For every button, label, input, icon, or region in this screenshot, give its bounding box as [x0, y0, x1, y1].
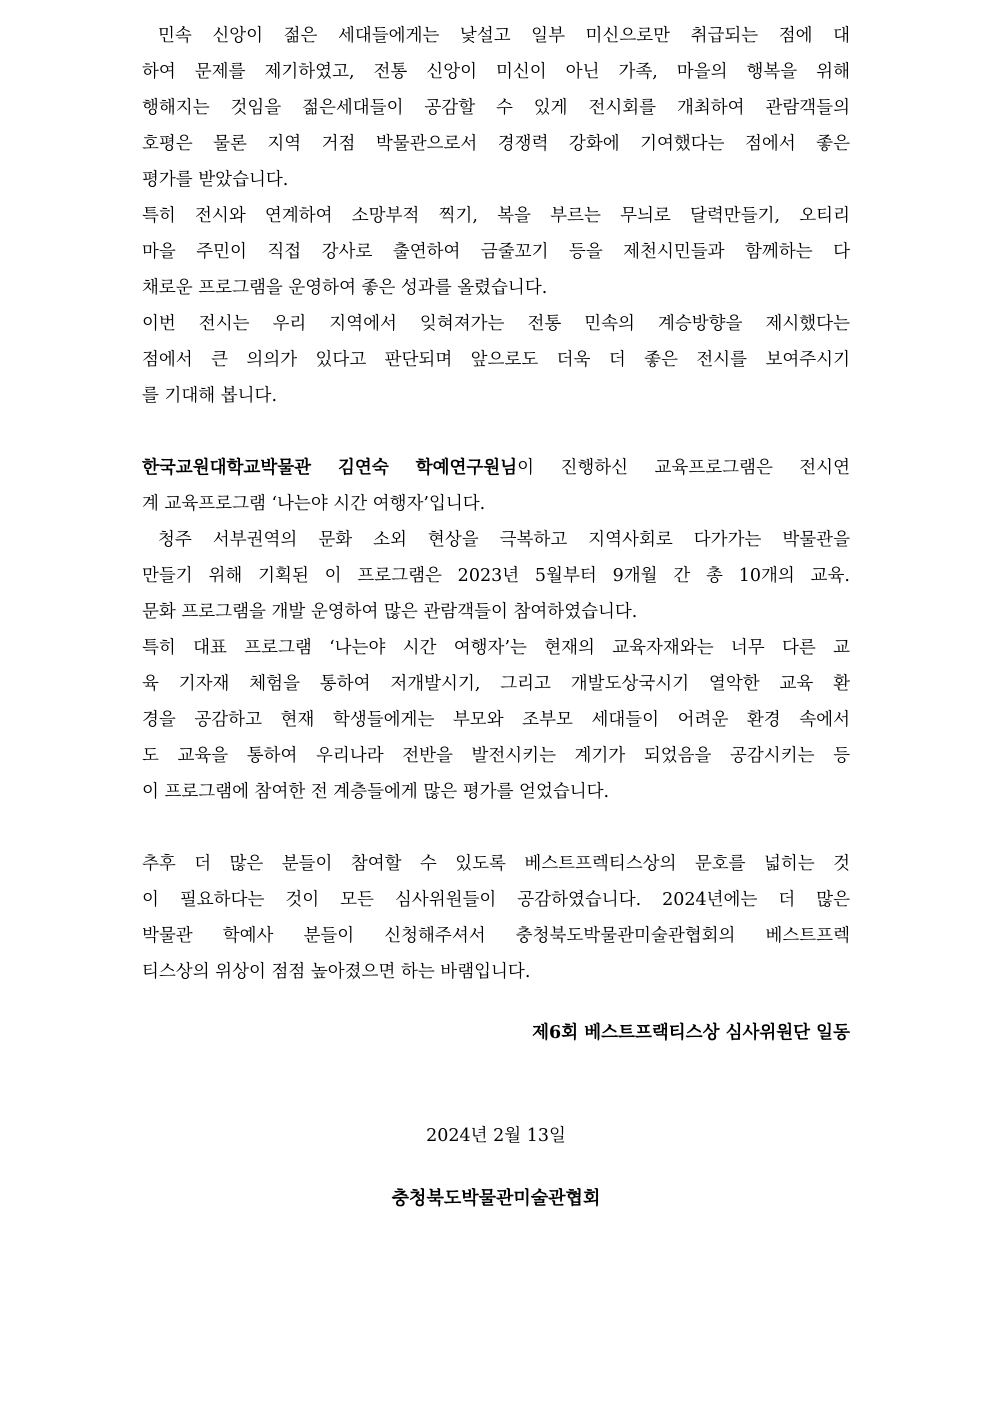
text-line	[142, 450, 850, 486]
text-line: 행해지는 것임을 젊은세대들이 공감할 수 있게 전시회를 개최하여 관람객들의	[142, 98, 850, 118]
text-line: 문화 프로그램을 개발 운영하여 많은 관람객들이 참여하였습니다.	[142, 602, 638, 622]
text-line: 마을 주민이 직접 강사로 출연하여 금줄꼬기 등을 제천시민들과 함께하는 다	[142, 242, 850, 262]
text-line: 도 교육을 통하여 우리나라 전반을 발전시키는 계기가 되었음을 공감시키는 등	[142, 746, 850, 766]
document-body	[142, 18, 850, 990]
text-line: 점에서 큰 의의가 있다고 판단되며 앞으로도 더욱 더 좋은 전시를 보여주시기	[142, 350, 850, 370]
text-line: 특히 대표 프로그램 ‘나는야 시간 여행자’는 현재의 교육자재와는 너무 다른 교	[142, 638, 850, 658]
text-line: 하여 문제를 제기하였고, 전통 신앙이 미신이 아닌 가족, 마을의 행복을 위해	[142, 62, 850, 82]
paragraph-spacer	[142, 414, 850, 450]
text-line: 특히 전시와 연계하여 소망부적 찍기, 복을 부르는 무늬로 달력만들기, 오티리	[142, 206, 850, 226]
text-line: 청주 서부권역의 문화 소외 현상을 극복하고 지역사회로 다가가는 박물관을	[158, 530, 850, 550]
text-line: 평가를 받았습니다.	[142, 170, 289, 190]
document-date: 2024년 2월 13일	[426, 1126, 566, 1146]
paragraph-spacer	[142, 810, 850, 846]
text-line: 민속 신앙이 젊은 세대들에게는 낯설고 일부 미신으로만 취급되는 점에 대	[158, 26, 850, 46]
paragraph-exhibition-review	[142, 18, 850, 414]
committee-signature: 제6회 베스트프랙티스상 심사위원단 일동	[532, 1023, 850, 1043]
text-line: 박물관 학예사 분들이 신청해주셔서 충청북도박물관미술관협회의 베스트프렉	[142, 926, 850, 946]
awardee-name: 한국교원대학교박물관 김연숙 학예연구원님	[142, 458, 518, 478]
intro-rest: 이 진행하신 교육프로그램은 전시연	[517, 458, 850, 478]
text-line: 이번 전시는 우리 지역에서 잊혀져가는 전통 민속의 계승방향을 제시했다는	[142, 314, 850, 334]
text-line: 경을 공감하고 현재 학생들에게는 부모와 조부모 세대들이 어려운 환경 속에서	[142, 710, 850, 730]
text-line: 이 필요하다는 것이 모든 심사위원들이 공감하였습니다. 2024년에는 더 많은	[142, 890, 850, 910]
text-line: 추후 더 많은 분들이 참여할 수 있도록 베스트프렉티스상의 문호를 넓히는 것	[142, 854, 850, 874]
text-line: 이 프로그램에 참여한 전 계층들에게 많은 평가를 얻었습니다.	[142, 782, 610, 802]
text-line: 티스상의 위상이 점점 높아졌으면 하는 바램입니다.	[142, 962, 531, 982]
paragraph-closing-remarks	[142, 846, 850, 990]
text-line: 를 기대해 봅니다.	[142, 386, 278, 406]
text-line: 계 교육프로그램 ‘나는야 시간 여행자’입니다.	[142, 494, 486, 514]
text-line: 채로운 프로그램을 운영하여 좋은 성과를 올렸습니다.	[142, 278, 548, 298]
text-line: 육 기자재 체험을 통하여 저개발시기, 그리고 개발도상국시기 열악한 교육 환	[142, 674, 850, 694]
paragraph-education-program	[142, 450, 850, 810]
text-line: 호평은 물론 지역 거점 박물관으로서 경쟁력 강화에 기여했다는 점에서 좋은	[142, 134, 850, 154]
organization-name: 충청북도박물관미술관협회	[391, 1188, 601, 1209]
text-line: 만들기 위해 기획된 이 프로그램은 2023년 5월부터 9개월 간 총 10개의 교육.	[142, 566, 850, 586]
